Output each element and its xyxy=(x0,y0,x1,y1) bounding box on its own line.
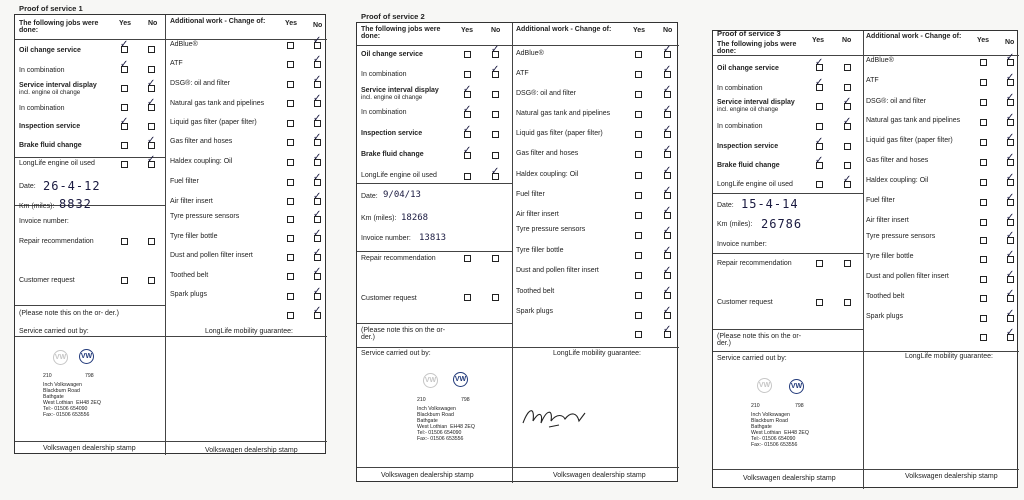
checkbox[interactable] xyxy=(148,123,155,130)
checkbox[interactable] xyxy=(980,179,987,186)
fuel-label: Fuel filter xyxy=(516,191,545,198)
customer-label: Customer request xyxy=(361,295,417,302)
checkbox[interactable]: ✓ xyxy=(314,61,321,68)
inspection-label: Inspection service xyxy=(19,123,81,130)
repair-label: Repair recommendation xyxy=(361,255,436,262)
inspection-label: Inspection service xyxy=(361,130,423,137)
checkbox[interactable]: ✓ xyxy=(664,192,671,199)
dust-label: Dust and pollen filter insert xyxy=(516,267,599,274)
jobs-header: The following jobs were done: xyxy=(717,41,797,56)
card-title: Proof of service 3 xyxy=(717,29,781,38)
gas-tank-label: Natural gas tank and pipelines xyxy=(170,100,265,107)
checkbox[interactable]: ✓ xyxy=(1007,237,1014,244)
checkbox[interactable] xyxy=(121,104,128,111)
checkbox[interactable] xyxy=(287,273,294,280)
tyre-sensors-label: Tyre pressure sensors xyxy=(866,233,936,240)
gas-filter-label: Gas filter and hoses xyxy=(516,150,579,157)
dealer-stamp: Inch Volkswagen Blackburn Road Bathgate West Lothian EH48 2EQ Tel:- 01506 654090 Fax:- 01506 653556 xyxy=(751,412,809,448)
dealer-stamp: Inch Volkswagen Blackburn Road Bathgate West Lothian EH48 2EQ Tel:- 01506 654090 Fax:- 01506 653556 xyxy=(417,406,475,442)
date-value: 15-4-14 xyxy=(741,197,799,211)
checkbox[interactable]: ✓ xyxy=(492,71,499,78)
air-label: Air filter insert xyxy=(866,217,909,224)
air-label: Air filter insert xyxy=(170,198,213,205)
checkbox[interactable] xyxy=(464,71,471,78)
fuel-label: Fuel filter xyxy=(866,197,895,204)
invoice-label: Invoice number: xyxy=(19,218,69,225)
card-title: Proof of service 1 xyxy=(19,4,83,13)
checkbox[interactable] xyxy=(287,293,294,300)
stamp-label: Volkswagen dealership stamp xyxy=(743,475,836,482)
oil-change-label: Oil change service xyxy=(19,47,81,54)
additional-header: Additional work - Change of: xyxy=(516,26,612,33)
checkbox[interactable]: ✓ xyxy=(816,64,823,71)
checkbox[interactable] xyxy=(980,295,987,302)
checkbox[interactable]: ✓ xyxy=(148,142,155,149)
checkbox[interactable] xyxy=(287,216,294,223)
checkbox[interactable] xyxy=(287,42,294,49)
checkbox[interactable] xyxy=(844,299,851,306)
note-label: (Please note this on the or- der.) xyxy=(361,327,446,342)
checkbox[interactable]: ✓ xyxy=(664,172,671,179)
no-header: No xyxy=(148,20,158,27)
checkbox[interactable]: ✓ xyxy=(664,232,671,239)
checkbox[interactable] xyxy=(287,100,294,107)
checkbox[interactable]: ✓ xyxy=(844,123,851,130)
checkbox[interactable] xyxy=(980,237,987,244)
checkbox[interactable] xyxy=(287,81,294,88)
mobility-label: LongLife mobility guarantee: xyxy=(905,353,993,360)
stamp-label: Volkswagen dealership stamp xyxy=(205,447,298,454)
checkbox[interactable] xyxy=(980,99,987,106)
checkbox[interactable]: ✓ xyxy=(464,111,471,118)
checkbox[interactable]: ✓ xyxy=(492,51,499,58)
checkbox[interactable]: ✓ xyxy=(314,139,321,146)
combination-label: In combination xyxy=(361,109,407,116)
checkbox[interactable] xyxy=(121,161,128,168)
customer-label: Customer request xyxy=(717,299,773,306)
yes-header: Yes xyxy=(977,37,990,44)
checkbox[interactable]: ✓ xyxy=(464,131,471,138)
stamp-label: Volkswagen dealership stamp xyxy=(553,472,646,479)
checkbox[interactable] xyxy=(287,61,294,68)
carried-out-label: Service carried out by: xyxy=(717,355,787,362)
checkbox[interactable]: ✓ xyxy=(1007,276,1014,283)
checkbox[interactable] xyxy=(635,272,642,279)
checkbox[interactable]: ✓ xyxy=(664,212,671,219)
checkbox[interactable]: ✓ xyxy=(664,331,671,338)
invoice-label: Invoice number: xyxy=(717,241,767,248)
incl-oil-label: incl. engine oil change xyxy=(361,94,423,101)
checkbox[interactable] xyxy=(844,84,851,91)
checkbox[interactable]: ✓ xyxy=(1007,256,1014,263)
service-interval-label: Service interval display xyxy=(19,82,97,89)
checkbox[interactable]: ✓ xyxy=(121,46,128,53)
checkbox[interactable] xyxy=(464,51,471,58)
card-title: Proof of service 2 xyxy=(361,12,425,21)
checkbox[interactable]: ✓ xyxy=(464,152,471,159)
belt-label: Toothed belt xyxy=(866,293,905,300)
incl-oil-label: incl. engine oil change xyxy=(19,89,81,96)
combination-label: In combination xyxy=(19,105,65,112)
checkbox[interactable] xyxy=(492,255,499,262)
checkbox[interactable] xyxy=(492,91,499,98)
atf-label: ATF xyxy=(170,60,183,67)
checkbox[interactable]: ✓ xyxy=(1007,315,1014,322)
yes-header: Yes xyxy=(812,37,825,44)
checkbox[interactable]: ✓ xyxy=(664,252,671,259)
carried-out-label: Service carried out by: xyxy=(19,328,89,335)
checkbox[interactable] xyxy=(492,111,499,118)
checkbox[interactable]: ✓ xyxy=(1007,159,1014,166)
liquid-gas-label: Liquid gas filter (paper filter) xyxy=(170,119,257,126)
checkbox[interactable] xyxy=(635,91,642,98)
checkbox[interactable] xyxy=(635,111,642,118)
checkbox[interactable] xyxy=(635,51,642,58)
haldex-label: Haldex coupling: Oil xyxy=(866,177,929,184)
service-card-1 xyxy=(14,4,326,454)
oil-change-label: Oil change service xyxy=(361,51,423,58)
checkbox[interactable] xyxy=(980,159,987,166)
checkbox[interactable] xyxy=(980,276,987,283)
dust-label: Dust and pollen filter insert xyxy=(866,273,949,280)
vw-logo: VW xyxy=(53,350,68,365)
jobs-header: The following jobs were done: xyxy=(19,20,99,35)
belt-label: Toothed belt xyxy=(516,288,555,295)
checkbox[interactable] xyxy=(980,256,987,263)
km-label: Km (miles): xyxy=(361,215,397,222)
checkbox[interactable] xyxy=(980,199,987,206)
km-value: 18268 xyxy=(401,213,429,223)
mobility-label: LongLife mobility guarantee: xyxy=(205,328,293,335)
km-value: 26786 xyxy=(761,217,803,231)
jobs-header: The following jobs were done: xyxy=(361,26,441,41)
checkbox[interactable] xyxy=(635,331,642,338)
checkbox[interactable]: ✓ xyxy=(664,91,671,98)
checkbox[interactable]: ✓ xyxy=(314,293,321,300)
stamp-label: Volkswagen dealership stamp xyxy=(43,445,136,452)
no-header: No xyxy=(313,22,323,29)
checkbox[interactable] xyxy=(844,64,851,71)
dealer-stamp: Inch Volkswagen Blackburn Road Bathgate West Lothian EH48 2EQ Tel:- 01506 654090 Fax:- 01506 653556 xyxy=(43,382,101,418)
checkbox[interactable]: ✓ xyxy=(314,159,321,166)
checkbox[interactable] xyxy=(980,219,987,226)
checkbox[interactable]: ✓ xyxy=(1007,139,1014,146)
checkbox[interactable]: ✓ xyxy=(314,198,321,205)
vw-logo: VW xyxy=(757,378,772,393)
date-label: Date: xyxy=(717,202,734,209)
no-header: No xyxy=(491,27,501,34)
no-header: No xyxy=(663,27,673,34)
checkbox[interactable] xyxy=(287,139,294,146)
stamp-code: 798 xyxy=(795,403,804,409)
checkbox[interactable]: ✓ xyxy=(314,216,321,223)
checkbox[interactable]: ✓ xyxy=(314,100,321,107)
checkbox[interactable]: ✓ xyxy=(664,111,671,118)
tyre-bottle-label: Tyre filler bottle xyxy=(170,233,218,240)
checkbox[interactable]: ✓ xyxy=(664,151,671,158)
vw-logo: VW xyxy=(453,372,468,387)
checkbox[interactable]: ✓ xyxy=(664,71,671,78)
checkbox[interactable] xyxy=(635,172,642,179)
gas-filter-label: Gas filter and hoses xyxy=(866,157,929,164)
checkbox[interactable]: ✓ xyxy=(664,292,671,299)
adblue-label: AdBlue® xyxy=(516,50,544,57)
additional-header: Additional work - Change of: xyxy=(866,33,962,40)
oil-change-label: Oil change service xyxy=(717,65,779,72)
tyre-sensors-label: Tyre pressure sensors xyxy=(516,226,586,233)
stamp-code: 210 xyxy=(417,397,426,403)
yes-header: Yes xyxy=(461,27,474,34)
checkbox[interactable]: ✓ xyxy=(844,181,851,188)
checkbox[interactable]: ✓ xyxy=(148,85,155,92)
checkbox[interactable]: ✓ xyxy=(1007,99,1014,106)
checkbox[interactable] xyxy=(980,79,987,86)
mobility-label: LongLife mobility guarantee: xyxy=(553,350,641,357)
checkbox[interactable] xyxy=(287,312,294,319)
vw-logo: VW xyxy=(423,373,438,388)
vw-logo: VW xyxy=(789,379,804,394)
checkbox[interactable]: ✓ xyxy=(664,131,671,138)
stamp-code: 210 xyxy=(751,403,760,409)
checkbox[interactable]: ✓ xyxy=(492,173,499,180)
gas-tank-label: Natural gas tank and pipelines xyxy=(866,117,961,124)
checkbox[interactable] xyxy=(816,181,823,188)
checkbox[interactable] xyxy=(980,334,987,341)
checkbox[interactable] xyxy=(121,238,128,245)
checkbox[interactable] xyxy=(980,59,987,66)
stamp-code: 210 xyxy=(43,373,52,379)
km-label: Km (miles): xyxy=(717,221,753,228)
checkbox[interactable]: ✓ xyxy=(148,104,155,111)
checkbox[interactable] xyxy=(464,173,471,180)
checkbox[interactable] xyxy=(464,294,471,301)
checkbox[interactable] xyxy=(816,299,823,306)
liquid-gas-label: Liquid gas filter (paper filter) xyxy=(516,130,603,137)
checkbox[interactable] xyxy=(635,71,642,78)
checkbox[interactable] xyxy=(464,255,471,262)
checkbox[interactable] xyxy=(980,315,987,322)
checkbox[interactable]: ✓ xyxy=(664,312,671,319)
checkbox[interactable] xyxy=(844,143,851,150)
checkbox[interactable]: ✓ xyxy=(1007,119,1014,126)
inspection-label: Inspection service xyxy=(717,143,779,150)
stamp-label: Volkswagen dealership stamp xyxy=(905,473,998,480)
date-label: Date: xyxy=(361,193,378,200)
haldex-label: Haldex coupling: Oil xyxy=(170,158,233,165)
checkbox[interactable]: ✓ xyxy=(314,42,321,49)
checkbox[interactable] xyxy=(844,260,851,267)
stamp-code: 798 xyxy=(85,373,94,379)
dsg-label: DSG®: oil and filter xyxy=(170,80,231,87)
checkbox[interactable] xyxy=(287,198,294,205)
checkbox[interactable]: ✓ xyxy=(314,273,321,280)
air-label: Air filter insert xyxy=(516,211,559,218)
checkbox[interactable] xyxy=(635,131,642,138)
checkbox[interactable]: ✓ xyxy=(816,162,823,169)
checkbox[interactable]: ✓ xyxy=(464,91,471,98)
gas-tank-label: Natural gas tank and pipelines xyxy=(516,110,611,117)
adblue-label: AdBlue® xyxy=(170,41,198,48)
checkbox[interactable] xyxy=(816,123,823,130)
km-label: Km (miles): xyxy=(19,203,55,210)
checkbox[interactable] xyxy=(844,162,851,169)
dsg-label: DSG®: oil and filter xyxy=(516,90,577,97)
stamp-code: 798 xyxy=(461,397,470,403)
checkbox[interactable]: ✓ xyxy=(664,51,671,58)
checkbox[interactable] xyxy=(121,85,128,92)
checkbox[interactable] xyxy=(635,212,642,219)
checkbox[interactable] xyxy=(148,66,155,73)
combination-label: In combination xyxy=(717,85,763,92)
repair-label: Repair recommendation xyxy=(19,238,94,245)
checkbox[interactable]: ✓ xyxy=(1007,334,1014,341)
checkbox[interactable] xyxy=(148,238,155,245)
combination-label: In combination xyxy=(717,123,763,130)
spark-label: Spark plugs xyxy=(170,291,207,298)
combination-label: In combination xyxy=(19,67,65,74)
customer-label: Customer request xyxy=(19,277,75,284)
checkbox[interactable] xyxy=(816,260,823,267)
haldex-label: Haldex coupling: Oil xyxy=(516,171,579,178)
date-value: 26-4-12 xyxy=(43,179,101,193)
checkbox[interactable]: ✓ xyxy=(314,120,321,127)
brake-fluid-label: Brake fluid change xyxy=(717,162,780,169)
checkbox[interactable]: ✓ xyxy=(1007,59,1014,66)
checkbox[interactable] xyxy=(287,235,294,242)
service-interval-label: Service interval display xyxy=(361,87,439,94)
note-label: (Please note this on the or- der.) xyxy=(19,310,119,317)
checkbox[interactable] xyxy=(635,312,642,319)
brake-fluid-label: Brake fluid change xyxy=(19,142,82,149)
yes-header: Yes xyxy=(119,20,132,27)
fuel-label: Fuel filter xyxy=(170,178,199,185)
belt-label: Toothed belt xyxy=(170,272,209,279)
checkbox[interactable]: ✓ xyxy=(1007,219,1014,226)
atf-label: ATF xyxy=(866,77,879,84)
no-header: No xyxy=(842,37,852,44)
checkbox[interactable] xyxy=(816,103,823,110)
combination-label: In combination xyxy=(361,71,407,78)
checkbox[interactable] xyxy=(492,152,499,159)
invoice-label: Invoice number: xyxy=(361,235,411,242)
dust-label: Dust and pollen filter insert xyxy=(170,252,253,259)
atf-label: ATF xyxy=(516,70,529,77)
no-header: No xyxy=(1005,39,1015,46)
checkbox[interactable]: ✓ xyxy=(121,66,128,73)
checkbox[interactable] xyxy=(121,142,128,149)
checkbox[interactable] xyxy=(635,252,642,259)
gas-filter-label: Gas filter and hoses xyxy=(170,138,233,145)
service-card-2 xyxy=(356,12,678,482)
longlife-oil-label: LongLife engine oil used xyxy=(717,181,793,188)
repair-label: Repair recommendation xyxy=(717,260,792,267)
checkbox[interactable] xyxy=(635,192,642,199)
checkbox[interactable]: ✓ xyxy=(844,103,851,110)
km-value: 8832 xyxy=(59,197,92,211)
additional-header: Additional work - Change of: xyxy=(170,18,266,25)
spark-label: Spark plugs xyxy=(516,308,553,315)
checkbox[interactable] xyxy=(635,292,642,299)
service-interval-label: Service interval display xyxy=(717,99,795,106)
tyre-bottle-label: Tyre filler bottle xyxy=(866,253,914,260)
checkbox[interactable]: ✓ xyxy=(664,272,671,279)
checkbox[interactable]: ✓ xyxy=(314,81,321,88)
yes-header: Yes xyxy=(285,20,298,27)
checkbox[interactable]: ✓ xyxy=(121,123,128,130)
date-value: 9/04/13 xyxy=(383,190,421,200)
tyre-bottle-label: Tyre filler bottle xyxy=(516,247,564,254)
tyre-sensors-label: Tyre pressure sensors xyxy=(170,213,240,220)
checkbox[interactable]: ✓ xyxy=(314,254,321,261)
checkbox[interactable] xyxy=(121,277,128,284)
checkbox[interactable]: ✓ xyxy=(1007,199,1014,206)
checkbox[interactable] xyxy=(148,46,155,53)
checkbox[interactable] xyxy=(148,277,155,284)
checkbox[interactable] xyxy=(980,139,987,146)
checkbox[interactable]: ✓ xyxy=(1007,295,1014,302)
checkbox[interactable] xyxy=(635,151,642,158)
checkbox[interactable] xyxy=(287,254,294,261)
checkbox[interactable] xyxy=(980,119,987,126)
checkbox[interactable]: ✓ xyxy=(816,143,823,150)
service-card-3 xyxy=(712,30,1018,488)
checkbox[interactable] xyxy=(287,120,294,127)
checkbox[interactable]: ✓ xyxy=(314,235,321,242)
checkbox[interactable]: ✓ xyxy=(314,179,321,186)
incl-oil-label: incl. engine oil change xyxy=(717,106,779,113)
vw-logo: VW xyxy=(79,349,94,364)
carried-out-label: Service carried out by: xyxy=(361,350,431,357)
dsg-label: DSG®: oil and filter xyxy=(866,98,927,105)
yes-header: Yes xyxy=(633,27,646,34)
longlife-oil-label: LongLife engine oil used xyxy=(19,160,95,167)
checkbox[interactable] xyxy=(287,179,294,186)
longlife-oil-label: LongLife engine oil used xyxy=(361,172,437,179)
date-label: Date: xyxy=(19,183,36,190)
checkbox[interactable]: ✓ xyxy=(1007,79,1014,86)
checkbox[interactable] xyxy=(492,131,499,138)
liquid-gas-label: Liquid gas filter (paper filter) xyxy=(866,137,953,144)
checkbox[interactable]: ✓ xyxy=(816,84,823,91)
brake-fluid-label: Brake fluid change xyxy=(361,151,424,158)
stamp-label: Volkswagen dealership stamp xyxy=(381,472,474,479)
checkbox[interactable]: ✓ xyxy=(1007,179,1014,186)
checkbox[interactable] xyxy=(287,159,294,166)
spark-label: Spark plugs xyxy=(866,313,903,320)
signature xyxy=(519,401,599,431)
checkbox[interactable]: ✓ xyxy=(148,161,155,168)
checkbox[interactable]: ✓ xyxy=(314,312,321,319)
checkbox[interactable] xyxy=(635,232,642,239)
adblue-label: AdBlue® xyxy=(866,57,894,64)
note-label: (Please note this on the or- der.) xyxy=(717,333,802,348)
invoice-value: 13813 xyxy=(419,233,447,243)
checkbox[interactable] xyxy=(492,294,499,301)
